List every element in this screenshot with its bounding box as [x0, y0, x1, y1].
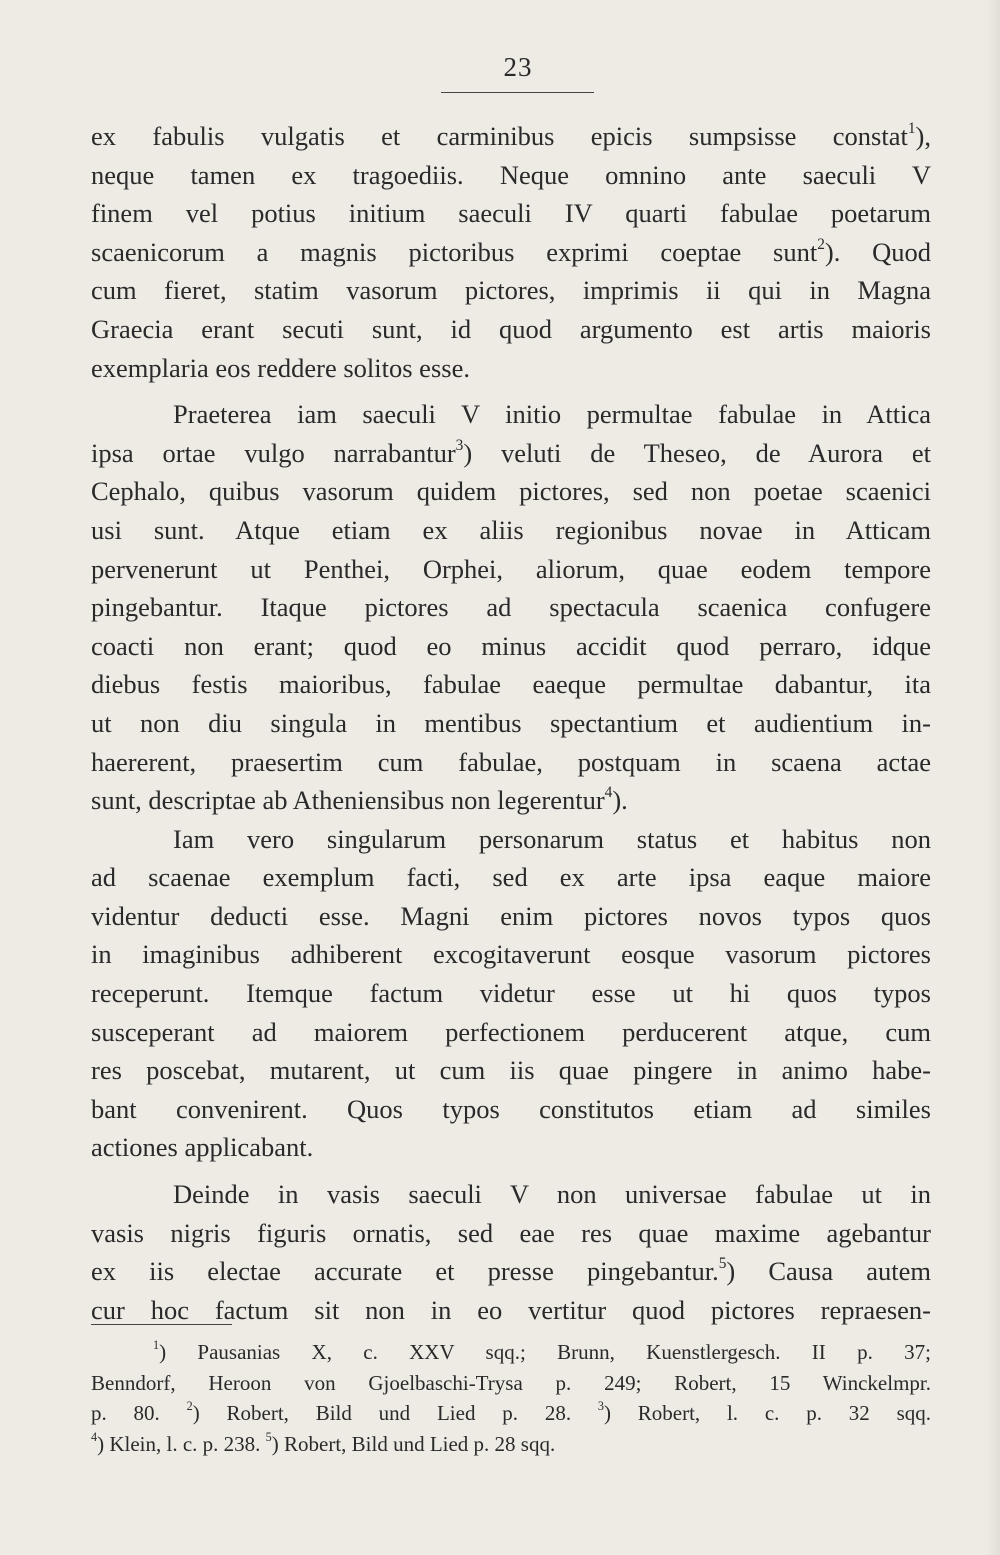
text-line-content: diebus festis maioribus, fabulae eaeque permultae dabantur, ita [91, 669, 931, 700]
text-line-content: ipsa ortae vulgo narrabantur [91, 437, 456, 468]
text-line [91, 472, 931, 511]
footnote-marker: 5 [718, 1255, 727, 1273]
footnotes [91, 1337, 931, 1459]
footnote-text: Benndorf, Heroon von Gjoelbaschi-Trysa p. 249; Robert, 15 Winckelmpr. [91, 1370, 931, 1395]
text-line-continuation: ) veluti de Theseo, de Aurora et [463, 437, 931, 468]
footnote-text: ) Robert, Bild und Lied p. 28. [192, 1401, 598, 1425]
text-line [91, 550, 931, 589]
footnote-marker: 1 [907, 119, 916, 137]
text-line-content: Praeterea iam saeculi V initio permultae fabulae in Attica [173, 399, 931, 430]
text-line-content: usi sunt. Atque etiam ex aliis regionibus novae in Atticam [91, 514, 931, 545]
text-line-content: ad scaenae exemplum facti, sed ex arte ipsa eaque maiore [91, 862, 931, 893]
text-line-continuation: ) Causa autem [726, 1256, 931, 1287]
text-line [91, 1252, 931, 1291]
text-line-content: vasis nigris figuris ornatis, sed eae res quae maxime agebantur [91, 1217, 931, 1248]
text-line-content: Graecia erant secuti sunt, id quod argumento est artis maioris [91, 313, 931, 344]
footnote-text: ) Klein, l. c. p. 238. [97, 1431, 266, 1456]
footnote-marker: 4 [604, 783, 613, 801]
text-line [91, 310, 931, 349]
text-line-continuation: ). [612, 785, 628, 816]
footnote-line [91, 1337, 931, 1368]
text-line-continuation: ), [915, 121, 931, 151]
text-line-content: res poscebat, mutarent, ut cum iis quae pingere in animo habe- [91, 1055, 931, 1086]
text-line [91, 665, 931, 704]
text-line-content: pervenerunt ut Penthei, Orphei, aliorum, quae eodem tempore [91, 553, 931, 584]
text-line [91, 588, 931, 627]
text-line [91, 1013, 931, 1052]
footnote-text: ) Robert, Bild und Lied p. 28 sqq. [271, 1431, 556, 1456]
text-line-content: ex fabulis vulgatis et carminibus epicis sumpsisse constat [91, 121, 908, 151]
page-edge-shadow [986, 0, 1000, 1555]
text-line [91, 743, 931, 782]
text-line-content: ex iis electae accurate et presse pingebantur. [91, 1256, 719, 1287]
text-line-content: pingebantur. Itaque pictores ad spectacula scaenica confugere [91, 592, 931, 623]
text-line [91, 349, 931, 388]
footnote-text: p. 80. [91, 1401, 187, 1425]
text-line [91, 781, 931, 820]
text-line [91, 935, 931, 974]
text-line-content: actiones applicabant. [91, 1132, 314, 1163]
text-line-content: susceperant ad maiorem perfectionem perducerent atque, cum [91, 1016, 931, 1047]
text-line [91, 117, 931, 156]
footnote-number: 3 [597, 1399, 604, 1414]
footnote-marker: 2 [817, 235, 825, 253]
footnote-line [91, 1429, 931, 1460]
footnote-number: 5 [265, 1429, 272, 1444]
text-line [91, 271, 931, 310]
text-line-content: Deinde in vasis saeculi V non universae fabulae ut in [173, 1179, 931, 1210]
text-line [91, 395, 931, 434]
text-line-content: coacti non erant; quod eo minus accidit quod perraro, idque [91, 630, 931, 661]
text-line-content: cum fieret, statim vasorum pictores, imprimis ii qui in Magna [91, 275, 931, 306]
text-line-content: neque tamen ex tragoediis. Neque omnino ante saeculi V [91, 159, 931, 190]
text-line [91, 1090, 931, 1129]
text-line [91, 974, 931, 1013]
footnote-rule [91, 1324, 232, 1325]
footnote-number: 2 [186, 1399, 193, 1414]
text-line-content: exemplaria eos reddere solitos esse. [91, 352, 470, 383]
text-line-content: finem vel potius initium saeculi IV quarti fabulae poetarum [91, 198, 931, 229]
text-line [91, 1175, 931, 1214]
paragraph-gap [91, 1167, 931, 1175]
text-line-content: ut non diu singula in mentibus spectantium et audientium in- [91, 707, 931, 738]
text-line [91, 1051, 931, 1090]
body-text [91, 117, 931, 1329]
text-line-content: sunt, descriptae ab Atheniensibus non legerentur [91, 785, 605, 816]
text-line-content: cur hoc factum sit non in eo vertitur quod pictores repraesen- [91, 1294, 931, 1325]
text-line [91, 233, 931, 272]
footnote-marker: 3 [455, 436, 464, 454]
text-line [91, 156, 931, 195]
footnote-text: ) Robert, l. c. p. 32 sqq. [603, 1401, 932, 1425]
text-line-content: haererent, praesertim cum fabulae, postquam in scaena actae [91, 746, 931, 777]
text-line-content: Iam vero singularum personarum status et habitus non [173, 823, 931, 854]
page-number: 23 [503, 52, 533, 82]
text-line [91, 820, 931, 859]
footnote-number: 1 [153, 1338, 160, 1353]
text-line-content: Cephalo, quibus vasorum quidem pictores, sed non poetae scaenici [91, 476, 931, 507]
text-line-continuation: ). Quod [824, 236, 931, 267]
footnote-line [91, 1368, 931, 1399]
text-line-content: videntur deducti esse. Magni enim pictores novos typos quos [91, 900, 931, 931]
paragraph-gap [91, 387, 931, 395]
text-line-content: scaenicorum a magnis pictoribus exprimi coeptae sunt [91, 236, 818, 267]
text-line-content: in imaginibus adhiberent excogitaverunt eosque vasorum pictores [91, 939, 931, 970]
text-line [91, 858, 931, 897]
text-line-content: bant convenirent. Quos typos constitutos etiam ad similes [91, 1093, 931, 1124]
footnote-line [91, 1398, 931, 1429]
text-line [91, 704, 931, 743]
text-line [91, 627, 931, 666]
header-rule [441, 92, 594, 93]
text-line [91, 1128, 931, 1167]
text-line [91, 434, 931, 473]
text-line-content: receperunt. Itemque factum videtur esse ut hi quos typos [91, 978, 931, 1009]
text-line [91, 1214, 931, 1253]
text-line [91, 897, 931, 936]
text-line [91, 194, 931, 233]
footnote-text: ) Pausanias X, c. XXV sqq.; Brunn, Kuenstlergesch. II p. 37; [159, 1340, 931, 1364]
footnote-number: 4 [91, 1429, 98, 1444]
text-line [91, 511, 931, 550]
